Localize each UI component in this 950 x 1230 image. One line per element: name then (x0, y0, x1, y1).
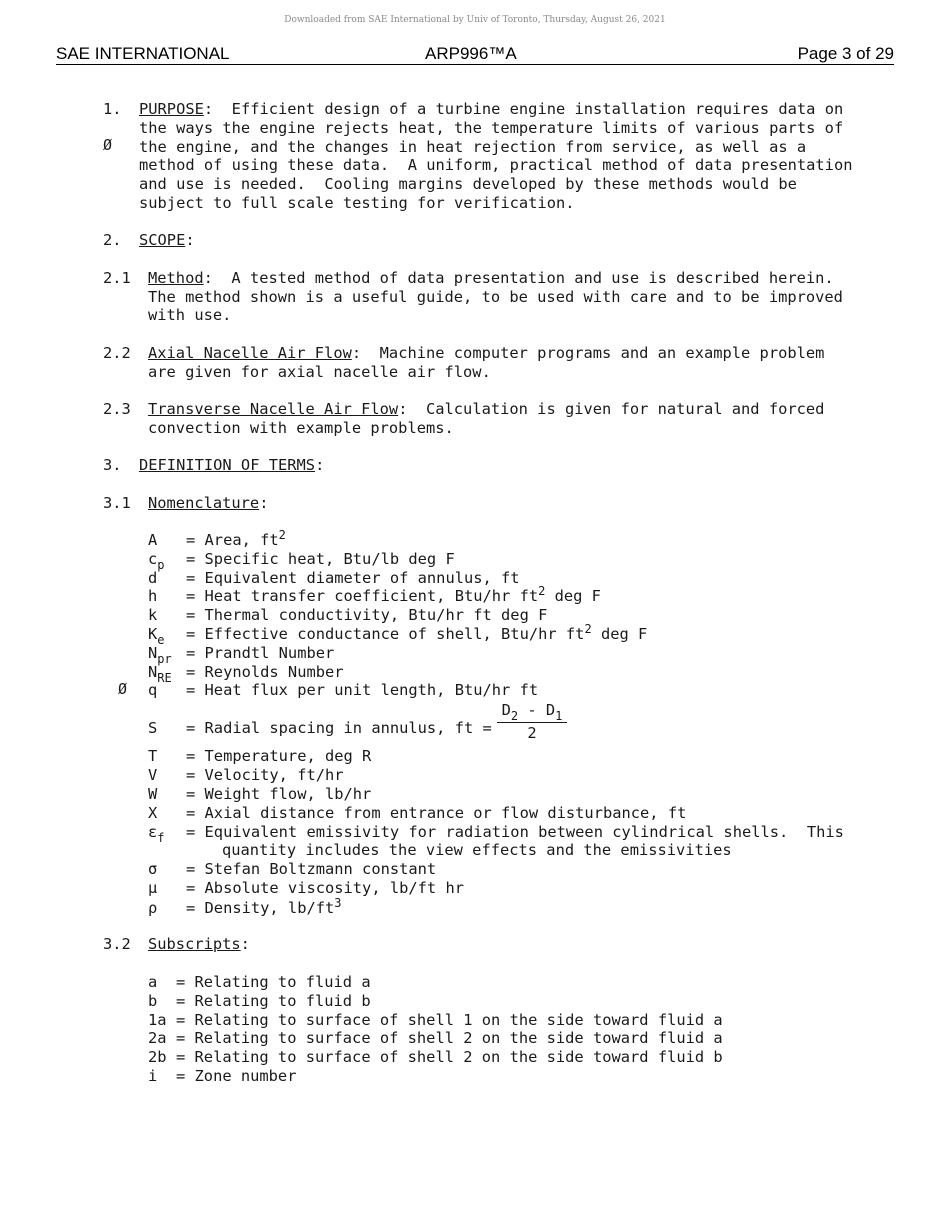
section-3-1-title: Nomenclature (148, 494, 260, 512)
section-3-2-title: Subscripts (148, 935, 241, 953)
nomenclature-definition: = Temperature, deg R (186, 747, 372, 765)
section-2-colon: : (185, 231, 195, 249)
page-header (56, 44, 894, 65)
nomenclature-symbol: $c_p$ (148, 550, 165, 572)
nomenclature-symbol: q (148, 681, 158, 699)
section-2-3-number: 2.3 (103, 400, 131, 418)
fraction-denominator: 2 (527, 724, 537, 742)
subscript-symbol: 2a (148, 1029, 167, 1047)
section-3-title: DEFINITION OF TERMS (139, 456, 316, 474)
section-3-colon: : (315, 456, 325, 474)
section-2-1-first-line (148, 269, 834, 288)
nomenclature-symbol: $K_e$ (148, 625, 165, 647)
nomenclature-definition: = Prandtl Number (186, 644, 335, 662)
fraction-numerator: $D_2 - D_1$ (501, 701, 563, 723)
nomenclature-definition: = Velocity, ft/hr (186, 766, 344, 784)
nomenclature-symbol: ρ (148, 899, 158, 917)
subscript-symbol: i (148, 1067, 158, 1085)
nomenclature-symbol: X (148, 804, 158, 822)
section-2-1-line: with use. (148, 306, 232, 324)
header-page-number: Page 3 of 29 (797, 44, 894, 63)
section-2-1-number: 2.1 (103, 269, 131, 287)
download-watermark: Downloaded from SAE International by Univ of Toronto, Thursday, August 26, 2021 (284, 15, 666, 25)
section-1-line: the engine, and the changes in heat rejection from service, as well as a (139, 138, 807, 156)
nomenclature-definition: = Density, $lb/ft^3$ (186, 896, 342, 917)
nomenclature-symbol: V (148, 766, 158, 784)
revision-mark: Ø (103, 136, 113, 154)
section-2-2-title: Axial Nacelle Air Flow (148, 344, 352, 362)
nomenclature-definition: = Heat transfer coefficient, Btu/hr $ft^2$ deg F (186, 584, 601, 605)
section-2-3-line: convection with example problems. (148, 419, 454, 437)
section-2-3-first-line (148, 400, 824, 419)
nomenclature-symbol: d (148, 569, 158, 587)
nomenclature-definition: = Absolute viscosity, lb/ft hr (186, 879, 464, 897)
nomenclature-symbol: $\varepsilon_f$ (148, 823, 165, 845)
section-1-first-line (139, 100, 843, 119)
section-2-2-line: are given for axial nacelle air flow. (148, 363, 491, 381)
nomenclature-symbol: S (148, 719, 158, 737)
section-2-2-number: 2.2 (103, 344, 131, 362)
section-3-2-heading (148, 935, 250, 954)
nomenclature-symbol: A (148, 531, 158, 549)
section-1-line: and use is needed. Cooling margins developed by these methods would be (139, 175, 797, 193)
subscript-definition: = Zone number (176, 1067, 297, 1085)
subscript-definition: = Relating to fluid b (176, 992, 371, 1010)
nomenclature-symbol: W (148, 785, 158, 803)
nomenclature-definition: = Radial spacing in annulus, ft = (186, 719, 492, 737)
section-2-1-text: : A tested method of data presentation and use is described herein. (203, 269, 834, 287)
section-3-2-colon: : (240, 935, 250, 953)
nomenclature-definition: = Stefan Boltzmann constant (186, 860, 437, 878)
section-3-1-colon: : (259, 494, 269, 512)
section-3-heading (139, 456, 324, 475)
section-2-3-title: Transverse Nacelle Air Flow (148, 400, 399, 418)
section-2-1-title: Method (148, 269, 204, 287)
section-2-number: 2. (103, 231, 122, 249)
nomenclature-symbol: $N_{pr}$ (148, 644, 172, 666)
nomenclature-definition: = Effective conductance of shell, Btu/hr $ft^2$ deg F (186, 622, 648, 643)
subscript-definition: = Relating to surface of shell 1 on the side toward fluid a (176, 1011, 723, 1029)
nomenclature-definition-continued: quantity includes the view effects and the emissivities (222, 841, 732, 859)
subscript-symbol: b (148, 992, 158, 1010)
header-doc-id: ARP996™A (425, 44, 517, 63)
subscript-definition: = Relating to surface of shell 2 on the side toward fluid a (176, 1029, 723, 1047)
section-1-line: subject to full scale testing for verification. (139, 194, 575, 212)
nomenclature-definition: = Equivalent diameter of annulus, ft (186, 569, 520, 587)
nomenclature-definition: = Weight flow, lb/hr (186, 785, 372, 803)
section-1-line: the ways the engine rejects heat, the temperature limits of various parts of (139, 119, 844, 137)
section-2-2-text: : Machine computer programs and an example problem (351, 344, 825, 362)
section-1-line: method of using these data. A uniform, practical method of data presentation (139, 156, 853, 174)
subscript-symbol: 1a (148, 1011, 167, 1029)
section-3-1-number: 3.1 (103, 494, 131, 512)
subscript-definition: = Relating to surface of shell 2 on the side toward fluid b (176, 1048, 723, 1066)
section-3-number: 3. (103, 456, 122, 474)
nomenclature-symbol: μ (148, 879, 158, 897)
nomenclature-definition: = Heat flux per unit length, Btu/hr ft (186, 681, 539, 699)
spacing-fraction (497, 701, 567, 741)
section-2-3-text: : Calculation is given for natural and forced (398, 400, 825, 418)
nomenclature-definition: = Area, $ft^2$ (186, 528, 286, 549)
nomenclature-definition: = Reynolds Number (186, 663, 344, 681)
section-1-number: 1. (103, 100, 122, 118)
subscript-symbol: a (148, 973, 158, 991)
nomenclature-definition: = Thermal conductivity, Btu/hr ft deg F (186, 606, 548, 624)
section-3-1-heading (148, 494, 268, 513)
nomenclature-symbol: k (148, 606, 158, 624)
nomenclature-symbol: h (148, 587, 158, 605)
header-org: SAE INTERNATIONAL (56, 44, 230, 63)
section-2-title: SCOPE (139, 231, 186, 249)
subscript-definition: = Relating to fluid a (176, 973, 371, 991)
nomenclature-symbol: σ (148, 860, 158, 878)
section-2-1-line: The method shown is a useful guide, to be used with care and to be improved (148, 288, 843, 306)
nomenclature-symbol: T (148, 747, 158, 765)
nomenclature-definition: = Specific heat, Btu/lb deg F (186, 550, 455, 568)
section-2-2-first-line (148, 344, 824, 363)
nomenclature-definition: = Axial distance from entrance or flow disturbance, ft (186, 804, 687, 822)
revision-mark: Ø (118, 680, 128, 698)
section-3-2-number: 3.2 (103, 935, 131, 953)
nomenclature-definition: = Equivalent emissivity for radiation between cylindrical shells. This (186, 823, 844, 841)
section-1-text: : Efficient design of a turbine engine installation requires data on (203, 100, 844, 118)
subscript-symbol: 2b (148, 1048, 167, 1066)
section-2-heading (139, 231, 195, 250)
nomenclature-symbol: $N_{RE}$ (148, 663, 172, 685)
section-1-title: PURPOSE (139, 100, 204, 118)
